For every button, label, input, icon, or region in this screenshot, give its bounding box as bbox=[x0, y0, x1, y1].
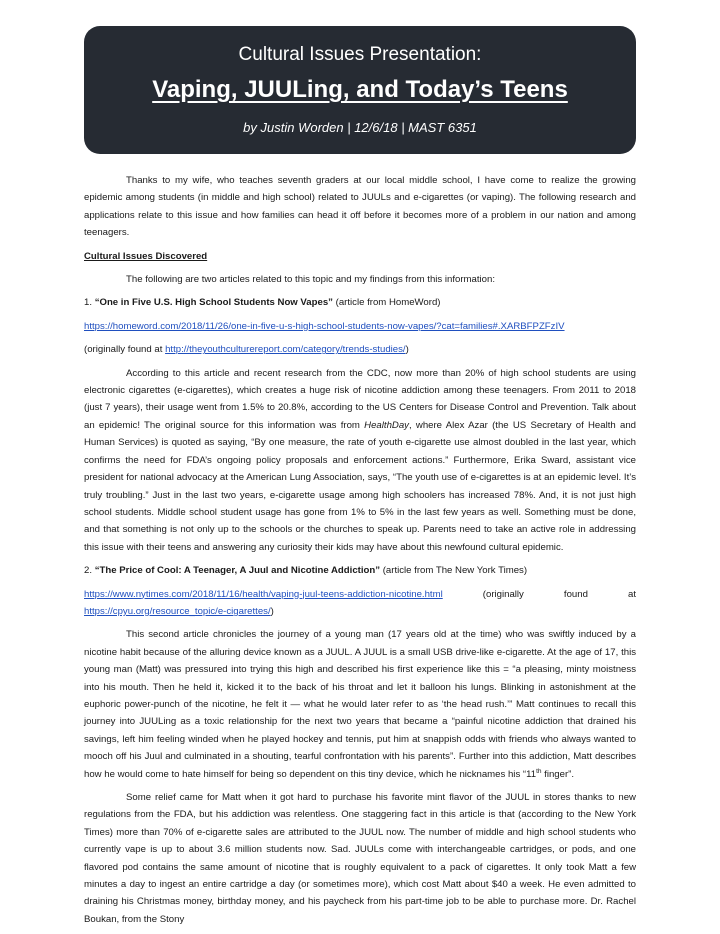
article-2-link[interactable]: https://www.nytimes.com/2018/11/16/health/vaping-juul-teens-addiction-nicotine.html bbox=[84, 588, 443, 600]
article-2-text-a: This second article chronicles the journey of a young man (17 years old at the time) who was swiftly induced by a nicotine habit because of the alluring device known as a JUUL. A JUUL is a small USB drive-like e-cigarette. At the age of 17, this young man (Matt) was pressured into trying this high and described his first experience like this = “a pleasing, minty moistness into his mouth. Then he held it, kicked it to the back of his throat and let it balloon his lungs. Blinking in astonishment at the euphoric power-punch of the nicotine, he felt it — what he would later refer to as ‘the head rush.’” Matt continues to recall this journey into JUULing as a toxic relationship for the next two years that became a “painful nicotine addiction that drained his savings, left him feeling winded when he played hockey and tennis, put him at snappish odds with friends who always wanted to mooch off his Juul and culminated in a shouting, tearful confrontation with his parents”. Further into this addiction, Matt describes how he would come to hate himself for being so dependent on this tiny device, which he nicknames his “11 bbox=[84, 629, 636, 780]
article-2-found-suffix: ) bbox=[270, 605, 274, 617]
title-banner bbox=[84, 26, 636, 154]
document-body bbox=[84, 172, 636, 934]
article-2-number: 2. bbox=[84, 565, 93, 577]
article-2-source: (article from The New York Times) bbox=[382, 565, 528, 577]
article-1-number: 1. bbox=[84, 297, 93, 309]
byline: by Justin Worden | 12/6/18 | MAST 6351 bbox=[243, 120, 477, 135]
article-1-source: (article from HomeWord) bbox=[335, 297, 441, 309]
article-1-title: “One in Five U.S. High School Students Now Vapes” bbox=[94, 297, 333, 309]
article-2-heading bbox=[84, 562, 636, 579]
article-2-paragraph-1 bbox=[84, 626, 636, 783]
section-heading: Cultural Issues Discovered bbox=[84, 250, 208, 262]
article-1-found-prefix: (originally found at bbox=[84, 344, 163, 356]
article-1-found-link[interactable]: http://theyouthculturereport.com/category/trends-studies/ bbox=[165, 344, 406, 356]
page-title: Vaping, JUULing, and Today’s Teens bbox=[152, 76, 568, 103]
presentation-kicker: Cultural Issues Presentation: bbox=[238, 44, 482, 65]
intro-paragraph: Thanks to my wife, who teaches seventh graders at our local middle school, I have come to realize the growing epidemic among students (in middle and high school) related to JUULs and e-cigarettes (or vaping). The following research and applications relate to this issue and how families can head it off before it becomes more of a problem in our nation and among teenagers. bbox=[84, 175, 636, 239]
article-2-text-b: finger”. bbox=[541, 768, 575, 780]
article-2-url-line bbox=[84, 586, 636, 621]
article-1-found-suffix: ) bbox=[405, 344, 409, 356]
article-1-text-a: According to this article and recent research from the CDC, now more than 20% of high school students are using electronic cigarettes (e-cigarettes), which creates a huge risk of nicotine addiction among these teenagers. From 2011 to 2018 (just 7 years), their usage went from 1.5% to 20.8%, according to the US Centers for Disease Control and Prevention. Talk about an epidemic! The original source for this information was from bbox=[84, 367, 636, 431]
article-1-url-line bbox=[84, 318, 636, 335]
article-2-found-prefix: (originally found at bbox=[482, 588, 636, 600]
article-2-found-link[interactable]: https://cpyu.org/resource_topic/e-cigarettes/ bbox=[84, 605, 271, 617]
article-1-heading bbox=[84, 294, 636, 311]
ordinal-suffix: th bbox=[536, 767, 542, 775]
section-intro: The following are two articles related to this topic and my findings from this information: bbox=[126, 274, 495, 286]
article-1-found-line bbox=[84, 341, 636, 358]
article-2-paragraph-2: Some relief came for Matt when it got hard to purchase his favorite mint flavor of the JUUL in stores thanks to new regulations from the FDA, but his addiction was relentless. One staggering fact in this article is that (according to the New York Times) more than 70% of e-cigarette sales are attributed to the JUUL now. The number of middle and high school students who currently vape is up to about 3.6 million students now. Sad. JUULs come with interchangeable cartridges, or pods, and one flavored pod contains the same amount of nicotine that is roughly equivalent to a pack of cigarettes. It only took Matt a few minutes a day to ingest an entire cartridge a day (or sometimes more), which cost Matt about $40 a week. He even admitted to draining his Christmas money, birthday money, and his paycheck from his part-time job to be able to purchase more. Dr. Rachel Boukan, from the Stony bbox=[84, 792, 636, 925]
article-1-link[interactable]: https://homeword.com/2018/11/26/one-in-five-u-s-high-school-students-now-vapes/?cat=families#.XARBFPZFzIV bbox=[84, 320, 565, 332]
article-1-text-b: , where Alex Azar (the US Secretary of Health and Human Services) is quoted as saying, “By one measure, the rate of youth e-cigarette use almost doubled in the last year, which confirms the need for FDA’s ongoing policy proposals and enforcement actions.” Furthermore, Erika Sward, assistant vice president for national advocacy at the American Lung Association, says, “The youth use of e-cigarettes is at an epidemic level. It’s truly troubling.” Just in the last two years, e-cigarette usage among high schoolers has increased 78%. And, it is not just high school students. Middle school student usage has gone from 1% to 5% in the last few years as well. Something must be done, and that something is not only up to the schools or the churches to speak up. Parents need to take an active role in addressing this issue with their teens and answering any curiosity their kids may have about this newfound cultural epidemic. bbox=[84, 419, 636, 553]
article-2-title: “The Price of Cool: A Teenager, A Juul and Nicotine Addiction” bbox=[94, 565, 381, 577]
article-1-source-emphasis: HealthDay bbox=[364, 419, 409, 431]
article-1-paragraph bbox=[84, 365, 636, 556]
